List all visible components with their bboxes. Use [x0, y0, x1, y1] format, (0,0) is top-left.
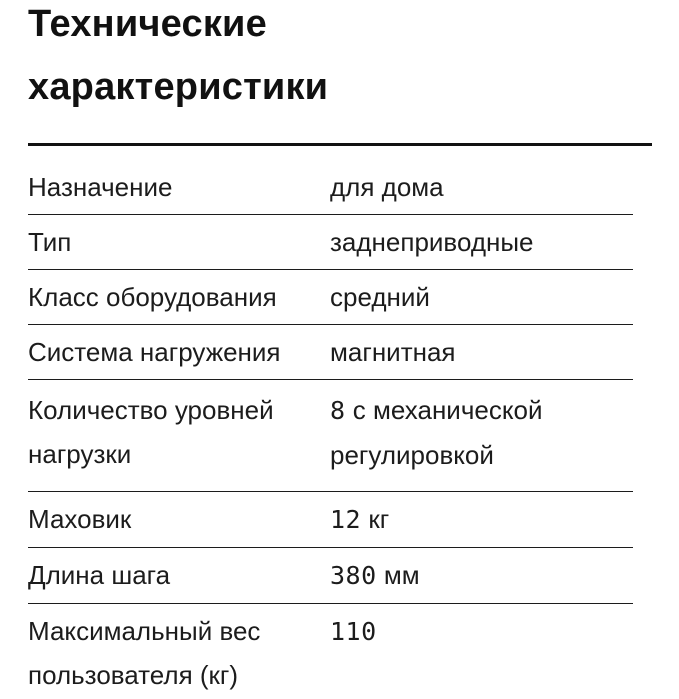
spec-row-flywheel [28, 492, 633, 548]
spec-label: Количество уровней нагрузки [28, 395, 274, 469]
spec-row-load-system [28, 325, 633, 380]
spec-value: 12 кг [330, 504, 390, 534]
spec-row-stride-length [28, 548, 633, 604]
spec-label: Тип [28, 227, 72, 257]
spec-value: средний [330, 282, 430, 312]
page-title: Технические характеристики [28, 3, 329, 108]
spec-value [330, 609, 633, 697]
spec-label: Назначение [28, 172, 173, 202]
spec-label: Маховик [28, 504, 132, 534]
specs-table [28, 143, 652, 699]
numeric-value: 12 [330, 505, 362, 534]
spec-value: 380 мм [330, 560, 420, 590]
numeric-value: 8 [330, 396, 346, 425]
spec-row-load-levels [28, 380, 633, 492]
spec-label: Длина шага [28, 560, 171, 590]
spec-row-purpose [28, 146, 633, 215]
numeric-value: 380 [330, 561, 377, 590]
spec-label: Система нагружения [28, 337, 281, 367]
spec-value: для дома [330, 172, 444, 202]
spec-row-type [28, 215, 633, 270]
spec-value: магнитная [330, 337, 456, 367]
spec-label: Класс оборудования [28, 282, 277, 312]
spec-label: Максимальный вес пользователя (кг) [28, 616, 261, 690]
spec-value: заднеприводные [330, 227, 534, 257]
spec-row-equipment-class [28, 270, 633, 325]
spec-value: 8 с механической регулировкой [330, 395, 543, 470]
numeric-value: 110 [330, 617, 377, 646]
spec-row-max-user-weight [28, 604, 633, 699]
